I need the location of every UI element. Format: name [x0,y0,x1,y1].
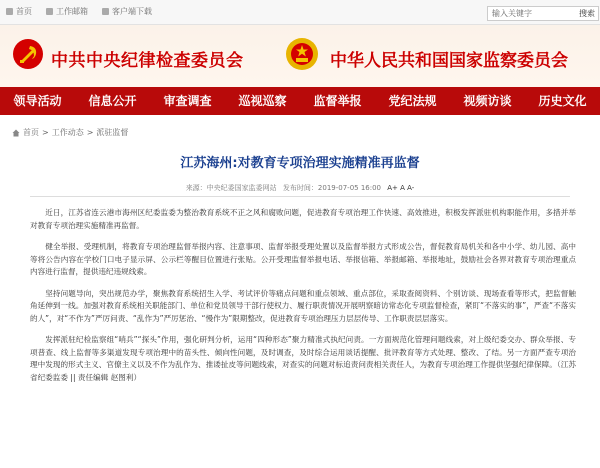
phone-icon [102,8,109,15]
client-download-link[interactable]: 客户端下载 [102,6,152,17]
article-title: 江苏海州:对教育专项治理实施精准再监督 [180,156,420,171]
font-size-controls[interactable]: A+ A A- [387,184,415,192]
paragraph: 健全举报、受理机制，将教育专项治理监督举报内容、注意事项、监督举报受理处置以及监督举报方式形成公告，督促教育局机关和各中小学、幼儿园、高中等将公告内容在学校门口电子显示屏、公示栏等醒目位置进行张贴。公开受理监督举报电话、举报信箱、举报邮箱、举报地址，鼓励社会各界对教育专项治理重点内容进行监督，提供违纪违规线索。 [30,242,576,276]
nsc-title[interactable]: 中华人民共和国国家监察委员会 [330,51,568,71]
top-links [6,6,152,17]
paragraph: 近日，江苏省连云港市海州区纪委监委为整治教育系统不正之风和腐败问题，促进教育专项治理工作快速、高效推进，积极发挥派驻机构职能作用，多措并举对教育专项治理实施精准再监督。 [30,208,576,230]
breadcrumb [12,127,128,138]
search-input[interactable]: 输入关键字 [492,9,532,18]
nav-item-information[interactable]: 信息公开 [88,94,137,108]
divider [30,196,570,197]
mail-link[interactable]: 工作邮箱 [46,6,88,17]
article-time: 发布时间：2019-07-05 16:00 [282,184,382,192]
nav-item-history[interactable]: 历史文化 [538,94,587,108]
nav-item-regulations[interactable]: 党纪法规 [388,94,437,108]
mail-icon [46,8,53,15]
national-emblem-icon[interactable] [285,37,319,71]
cpc-ccdi-title[interactable]: 中共中央纪律检查委员会 [51,51,244,71]
article-body [30,207,576,393]
top-bar [0,0,600,25]
search-box[interactable] [487,6,599,21]
home-link[interactable]: 首页 [6,6,32,17]
home-icon [6,8,13,15]
paragraph: 发挥派驻纪检监察组“哨兵”“探头”作用，强化研判分析，运用“四种形态”聚力精准式执纪问责。一方面规范化管理问题线索，对上级纪委交办、群众举报、专项普查、线上监督等多渠道发现专项治理中的苗头性、倾向性问题，及时调查，及时综合运用谈话提醒、批评教育等方式处理、整改、了结。另一方面严查专项治理中发现的形式主义、官僚主义以及不作为乱作为、推诿扯皮等问题线索，对查实的问题对标追责问责相关责任人，为教育专项治理工作提供坚强纪律保障。（江苏省纪委监委 || 责任编辑 赵图利） [30,335,576,382]
breadcrumb-stationed-supervision[interactable]: 派驻监督 [96,128,129,137]
home-icon [12,129,20,137]
nav-item-leader-activities[interactable]: 领导活动 [13,94,62,108]
article-meta [0,183,600,193]
article-source: 来源：中央纪委国家监委网站 [185,184,277,192]
nav-item-report[interactable]: 监督举报 [313,94,362,108]
paragraph: 坚持问题导向，突出规范办学，聚焦教育系统招生入学、考试评价等痛点问题和重点领域、重点部位，采取查阅资料、个别访谈、现场查看等形式，把监督触角延伸到一线。加强对教育系统相关职能部门、单位和党员领导干部行使权力、履行职责情况开展明察暗访常态化专项监督检查，紧盯“不落实的事”，严查“不落实的人”，对“不作为”严厉问责、“乱作为”严厉惩治、“慢作为”限期整改，促进教育专项治理压力层层传导、工作职责层层落实。 [30,288,576,323]
breadcrumb-work-news[interactable]: 工作动态 [51,128,84,137]
nav-item-inspection[interactable]: 巡视巡察 [238,94,287,108]
breadcrumb-sep: > [42,128,49,137]
search-button[interactable]: 搜索 [579,9,595,18]
nav-item-review-investigation[interactable]: 审查调查 [163,94,212,108]
breadcrumb-home[interactable]: 首页 [23,128,39,137]
breadcrumb-sep: > [86,128,94,137]
main-nav [0,87,600,115]
nav-item-video[interactable]: 视频访谈 [463,94,512,108]
party-emblem-icon[interactable] [12,38,44,70]
